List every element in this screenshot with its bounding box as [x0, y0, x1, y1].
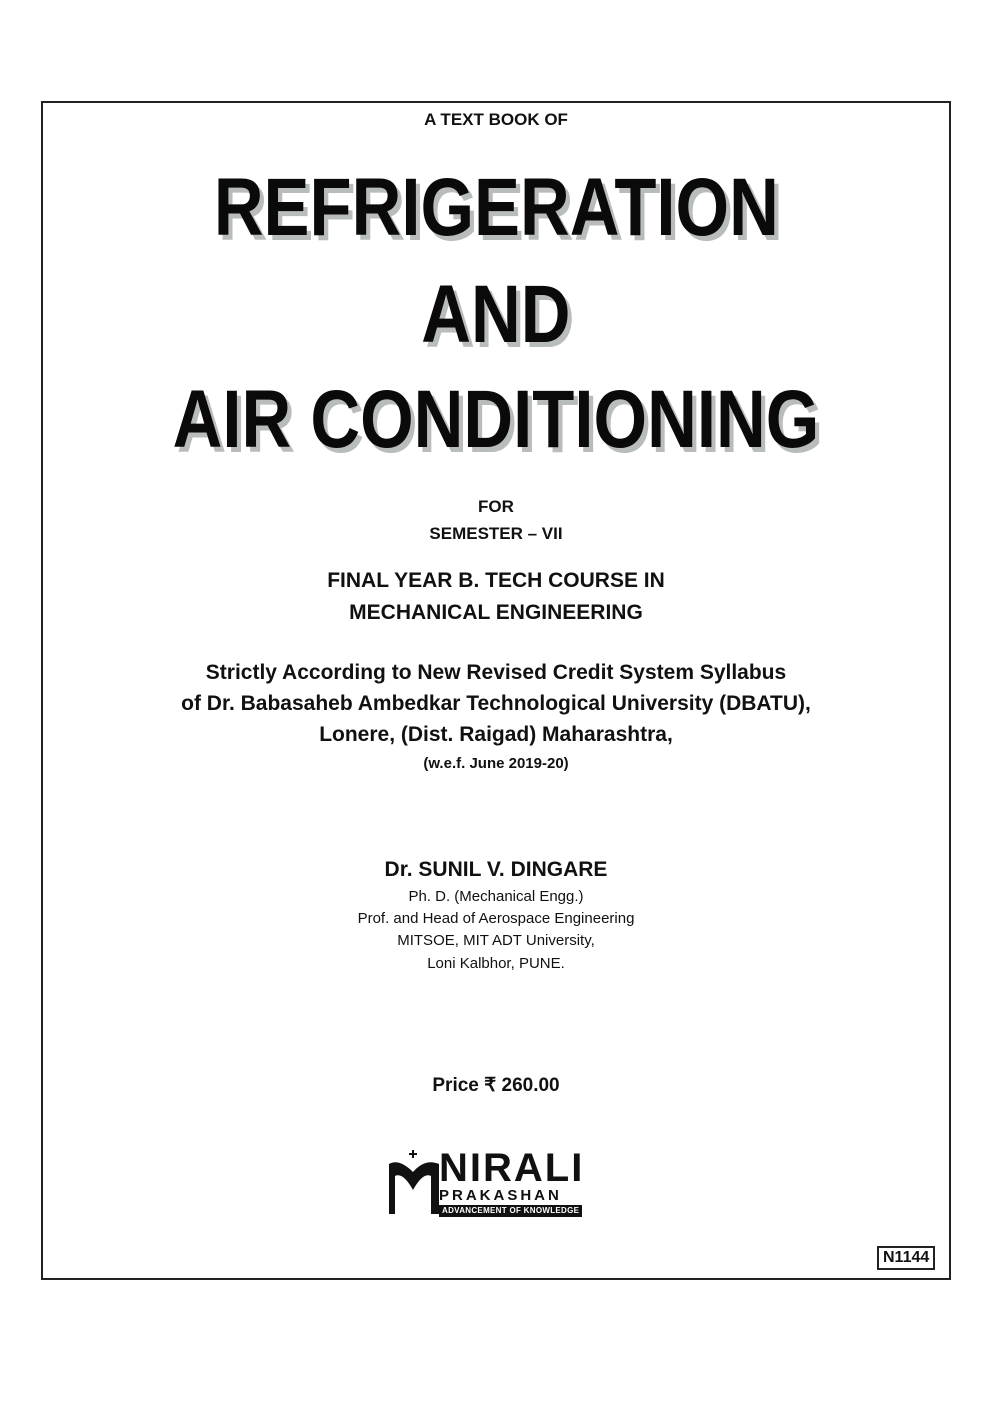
author-place: Loni Kalbhor, PUNE. [427, 955, 565, 972]
author-name: Dr. SUNIL V. DINGARE [384, 858, 608, 881]
book-emblem-icon [385, 1150, 445, 1218]
semester: SEMESTER – VII [429, 524, 563, 543]
syllabus-line-1: Strictly According to New Revised Credit System Syllabus [205, 661, 787, 684]
pretitle: A TEXT BOOK OF [424, 110, 568, 129]
title-line-3: AIR CONDITIONING [172, 374, 820, 465]
price: Price ₹ 260.00 [432, 1075, 560, 1096]
title-line-2: AND [421, 269, 571, 360]
publisher-sub: PRAKASHAN [439, 1187, 562, 1204]
publisher-name: NIRALI [439, 1146, 585, 1190]
author-post: Prof. and Head of Aerospace Engineering [357, 910, 635, 927]
course-line-2: MECHANICAL ENGINEERING [349, 601, 643, 624]
syllabus-line-3: Lonere, (Dist. Raigad) Maharashtra, [319, 723, 673, 746]
book-code: N1144 [877, 1246, 935, 1270]
publisher-logo [385, 1148, 610, 1220]
publisher-tagline: ADVANCEMENT OF KNOWLEDGE [439, 1205, 582, 1217]
author-qualification: Ph. D. (Mechanical Engg.) [408, 888, 584, 905]
syllabus-line-4: (w.e.f. June 2019-20) [423, 755, 569, 772]
course-line-1: FINAL YEAR B. TECH COURSE IN [327, 569, 665, 592]
title-line-1: REFRIGERATION [213, 162, 779, 253]
syllabus-line-2: of Dr. Babasaheb Ambedkar Technological University (DBATU), [181, 692, 811, 715]
for-label: FOR [478, 497, 514, 516]
publisher-wordmark [439, 1148, 584, 1217]
author-institution: MITSOE, MIT ADT University, [397, 932, 595, 949]
